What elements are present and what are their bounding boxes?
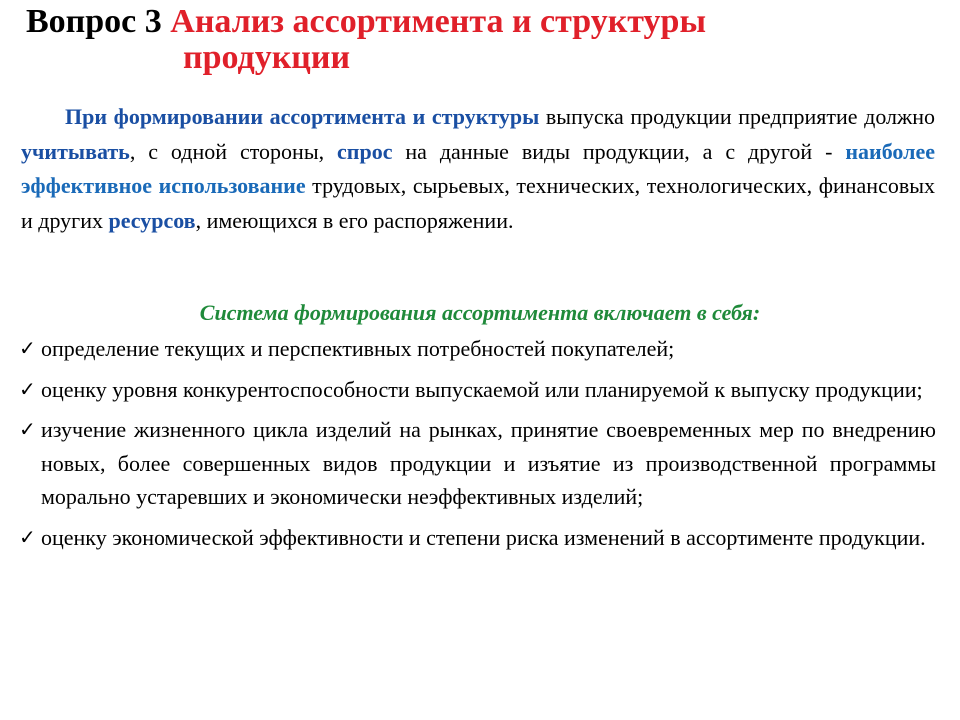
intro-text-4: трудовых, сырьевых, технических, технологических, финансовых и других [21,173,936,233]
intro-keyword-resources: ресурсов [108,207,196,233]
section-subtitle: Система формирования ассортимента включает в себя: [199,300,761,325]
list-item-text: определение текущих и перспективных потребностей покупателей; [41,336,675,361]
list-item-text: изучение жизненного цикла изделий на рынках, принятие своевременных мер по внедрению новых, более совершенных видов продукции и изъятие из производственной программы морально устаревших и экономически неэффективных изделий; [41,417,936,509]
check-icon: ✓ [19,417,36,441]
intro-text-5: , имеющихся в его распоряжении. [195,207,514,233]
title-line2: продукции [183,39,351,76]
intro-text-1: выпуска продукции предприятие должно [539,104,935,129]
title-prefix: Вопрос 3 [26,3,162,40]
list-item-text: оценку экономической эффективности и степени риска изменений в ассортименте продукции. [41,524,926,550]
intro-text-3: на данные виды продукции, а с другой - [392,138,846,164]
title-line1: Анализ ассортимента и структуры [170,3,706,40]
check-icon: ✓ [19,376,36,401]
check-icon: ✓ [19,336,36,360]
slide-title [26,4,946,76]
list-item [16,521,936,555]
list-item [16,413,936,514]
intro-keyword-demand: спрос [337,138,393,164]
list-item-text: оценку уровня конкурентоспособности выпускаемой или планируемой к выпуску продукции; [41,376,923,402]
checklist [16,332,936,561]
intro-keyword-efficient-use: наиболее эффективное использование [21,138,936,198]
intro-keyword-consider: учитывать [21,138,130,164]
intro-lead: При формировании ассортимента и структуры [65,104,540,129]
list-item [16,332,936,366]
check-icon: ✓ [19,524,36,549]
intro-text-2: , с одной стороны, [129,138,338,164]
intro-paragraph [21,100,935,238]
list-item [16,373,936,407]
